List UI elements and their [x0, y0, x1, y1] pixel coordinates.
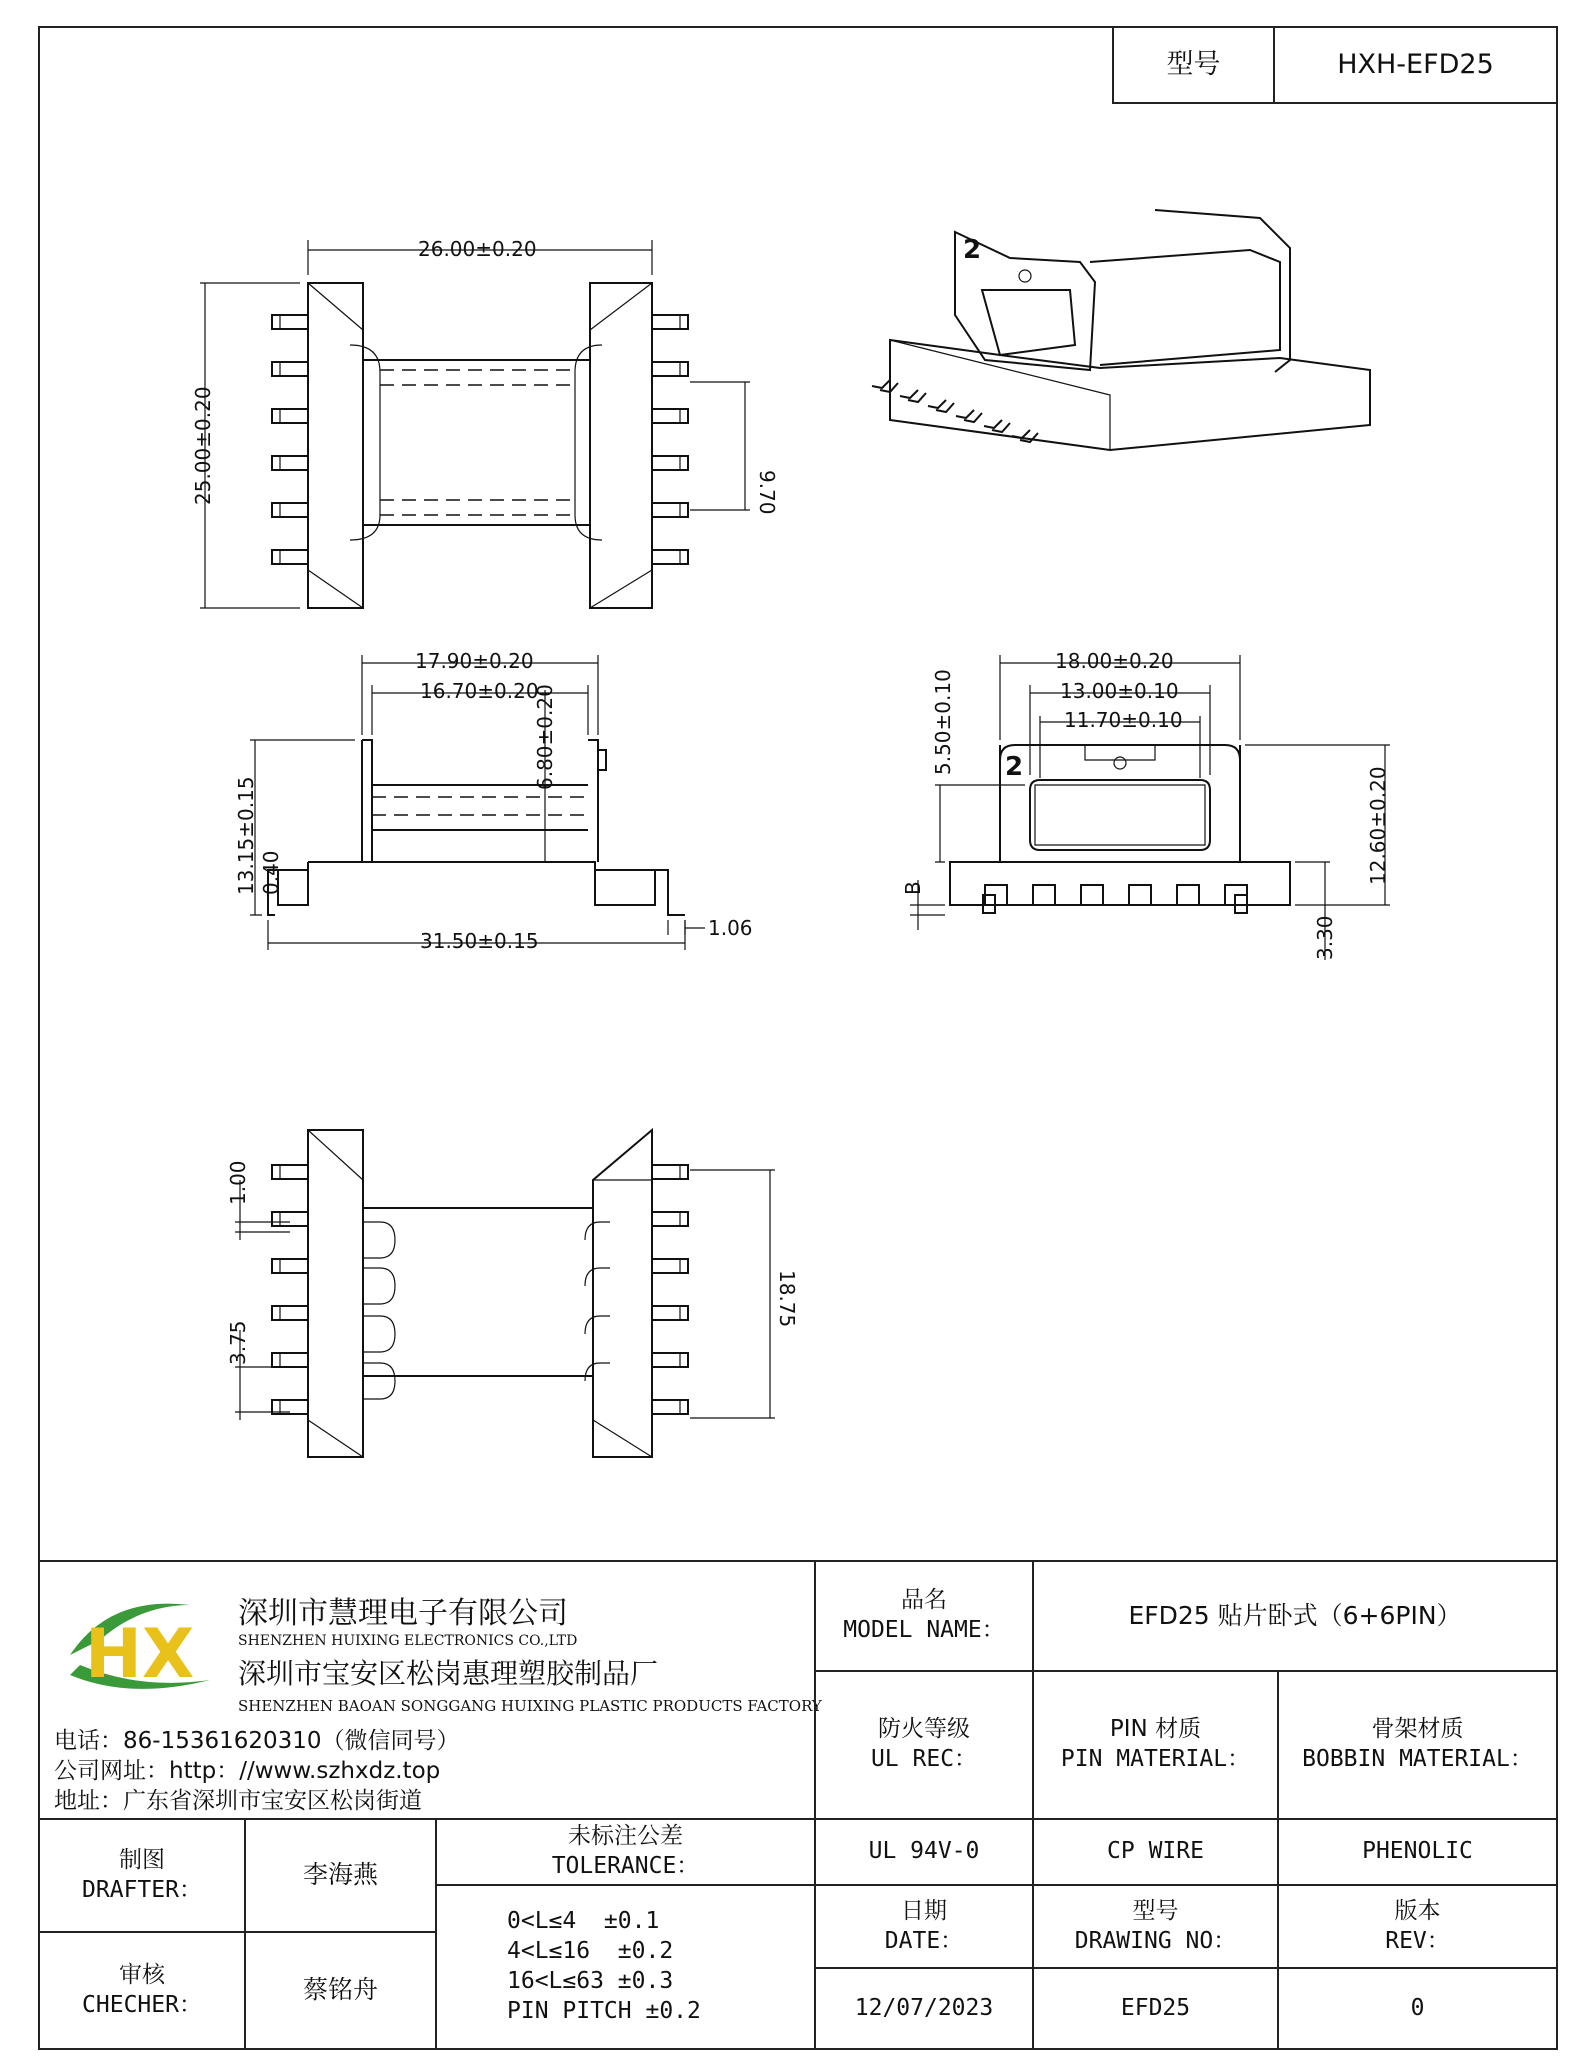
drafter-name-cell — [244, 1818, 437, 1933]
drafter-en: DRAFTER： — [82, 1876, 202, 1903]
dim-side-pin-offset: 1.06 — [708, 916, 753, 940]
dim-front-b: B — [901, 881, 925, 895]
tolerance-label-cell — [435, 1818, 816, 1886]
drawing-no-value: EFD25 — [1120, 1994, 1191, 2021]
front-pin — [1081, 885, 1103, 905]
iso-pin — [928, 400, 954, 412]
bobbin-value: PHENOLIC — [1362, 1838, 1473, 1865]
dim-front-window-height: 5.50±0.10 — [931, 669, 955, 775]
front-pin — [1129, 885, 1151, 905]
pin-pad — [652, 1400, 688, 1414]
rev-en: REV： — [1385, 1927, 1450, 1954]
date-en: DATE： — [884, 1927, 964, 1954]
pin-pad — [272, 503, 308, 517]
tolerance-values-cell — [435, 1884, 816, 2050]
ul-label-cell — [814, 1670, 1034, 1820]
tolerance-row: 16<L≤63 ±0.3 — [507, 1968, 674, 1994]
pin-label-cell — [1032, 1670, 1279, 1820]
winding-slot — [585, 1268, 610, 1286]
pin-pad — [652, 1306, 688, 1320]
dim-top-pitch-span: 9.70 — [755, 470, 779, 515]
tolerance-row: PIN PITCH ±0.2 — [507, 1997, 701, 2024]
checker-name-cell — [244, 1931, 437, 2050]
pin-pad — [272, 1259, 308, 1273]
pin-pad — [652, 456, 688, 470]
dim-side-outer: 17.90±0.20 — [415, 649, 534, 673]
dim-bottom-span: 18.75 — [775, 1270, 799, 1328]
rev-cn: 版本 — [1394, 1897, 1441, 1924]
tolerance-row: 0<L≤4 ±0.1 — [507, 1908, 660, 1935]
winding-slot — [363, 1363, 395, 1399]
dim-front-width: 18.00±0.20 — [1055, 649, 1174, 673]
model-name-en: MODEL NAME： — [843, 1617, 1005, 1643]
model-label: 型号 — [1166, 49, 1221, 81]
pin-pad — [652, 409, 688, 423]
drawing-no-value-cell — [1032, 1967, 1279, 2050]
winding-slot — [363, 1316, 395, 1352]
drawing-no-label-cell — [1032, 1884, 1279, 1969]
company-name-cn: 深圳市慧理电子有限公司 — [238, 1596, 568, 1631]
iso-pin-no: 2 — [963, 235, 982, 265]
tolerance-en: TOLERANCE： — [551, 1853, 700, 1879]
front-view — [901, 649, 1390, 960]
drafter-cn: 制图 — [119, 1846, 165, 1873]
model-name-value-cell — [1032, 1560, 1558, 1672]
pin-pad — [652, 315, 688, 329]
pin-cn: PIN 材质 — [1109, 1716, 1202, 1743]
dim-bottom-pitch: 3.75 — [226, 1320, 250, 1365]
date-label-cell — [814, 1884, 1034, 1969]
date-value-cell — [814, 1967, 1034, 2050]
dim-side-inner: 16.70±0.20 — [420, 679, 539, 703]
dim-bottom-pin-width: 1.00 — [226, 1160, 250, 1205]
pin-pad — [652, 1353, 688, 1367]
company-logo — [50, 1585, 230, 1705]
dim-top-width: 26.00±0.20 — [418, 237, 537, 261]
checker-label-cell — [38, 1931, 246, 2050]
dim-front-window: 13.00±0.10 — [1060, 679, 1179, 703]
dim-side-height: 6.80±0.20 — [533, 684, 557, 790]
company-logo-text: HX — [85, 1615, 195, 1694]
model-name-value: EFD25 贴片卧式（6+6PIN） — [1128, 1600, 1462, 1630]
isometric-view — [872, 210, 1370, 450]
iso-pin — [900, 390, 926, 402]
pin-pad — [272, 315, 308, 329]
dim-side-total-height: 13.15±0.15 — [234, 776, 258, 895]
factory-name-en: SHENZHEN BAOAN SONGGANG HUIXING PLASTIC PRODUCTS FACTORY — [238, 1697, 822, 1715]
pin-pad — [652, 1259, 688, 1273]
front-pin — [1033, 885, 1055, 905]
bobbin-value-cell — [1277, 1818, 1558, 1886]
factory-name-cn: 深圳市宝安区松岗惠理塑胶制品厂 — [238, 1657, 659, 1690]
pin-pad — [652, 503, 688, 517]
dim-side-foot: 0.40 — [259, 850, 283, 895]
pin-en: PIN MATERIAL： — [1060, 1746, 1251, 1772]
pin-pad — [272, 1165, 308, 1179]
company-address: 地址：广东省深圳市宝安区松岗街道 — [54, 1788, 422, 1814]
top-view — [191, 237, 779, 608]
pin-pad — [272, 362, 308, 376]
pin-pad — [652, 362, 688, 376]
dim-side-overall: 31.50±0.15 — [420, 929, 539, 953]
iso-pin — [984, 420, 1010, 432]
pin-pad — [272, 550, 308, 564]
front-pin — [1177, 885, 1199, 905]
winding-slot — [363, 1268, 395, 1304]
date-value: 12/07/2023 — [854, 1994, 994, 2021]
drawing-no-en: DRAWING NO： — [1074, 1927, 1237, 1954]
pin-pad — [272, 456, 308, 470]
checker-name: 蔡铭舟 — [302, 1975, 378, 2005]
pin-pad — [272, 1212, 308, 1226]
pin-pad — [652, 550, 688, 564]
checker-en: CHECHER： — [82, 1991, 202, 2018]
bobbin-label-cell — [1277, 1670, 1558, 1820]
rev-label-cell — [1277, 1884, 1558, 1969]
checker-cn: 审核 — [119, 1961, 165, 1988]
winding-slot — [363, 1222, 395, 1258]
company-website: 公司网址：http：//www.szhxdz.top — [54, 1758, 441, 1784]
winding-slot — [585, 1316, 610, 1334]
dim-front-base: 3.30 — [1313, 915, 1337, 960]
pin-pad — [652, 1165, 688, 1179]
bobbin-en: BOBBIN MATERIAL： — [1302, 1746, 1533, 1772]
iso-pin — [872, 380, 898, 392]
company-phone: 电话：86-15361620310（微信同号） — [54, 1728, 460, 1754]
company-name-en: SHENZHEN HUIXING ELECTRONICS CO.,LTD — [238, 1633, 578, 1649]
model-name-cn: 品名 — [901, 1587, 947, 1614]
model-value: HXH-EFD25 — [1337, 49, 1494, 81]
winding-slot — [585, 1222, 610, 1240]
rev-value: 0 — [1410, 1994, 1425, 2021]
dim-front-height: 12.60±0.20 — [1366, 766, 1390, 885]
bottom-view — [226, 1130, 799, 1457]
winding-slot — [585, 1363, 610, 1381]
tolerance-cn: 未标注公差 — [568, 1823, 683, 1850]
ul-cn: 防火等级 — [878, 1716, 970, 1743]
dim-top-height: 25.00±0.20 — [191, 386, 215, 505]
drafter-name: 李海燕 — [302, 1860, 378, 1890]
drafter-label-cell — [38, 1818, 246, 1933]
ul-en: UL REC： — [870, 1746, 978, 1772]
pin-value: CP WIRE — [1107, 1838, 1204, 1865]
front-pin-no: 2 — [1005, 752, 1024, 782]
pin-pad — [652, 1212, 688, 1226]
pin-pad — [272, 1353, 308, 1367]
pin-pad — [272, 409, 308, 423]
ul-value: UL 94V-0 — [868, 1838, 980, 1865]
date-cn: 日期 — [901, 1897, 947, 1924]
ul-value-cell — [814, 1818, 1034, 1886]
pin-value-cell — [1032, 1818, 1279, 1886]
model-name-label-cell — [814, 1560, 1034, 1672]
side-view — [234, 649, 753, 953]
iso-pin — [956, 410, 982, 422]
pin-pad — [272, 1306, 308, 1320]
tolerance-row: 4<L≤16 ±0.2 — [507, 1938, 674, 1965]
bobbin-cn: 骨架材质 — [1371, 1716, 1464, 1743]
rev-value-cell — [1277, 1967, 1558, 2050]
dim-front-window-inner: 11.70±0.10 — [1064, 708, 1183, 732]
drawing-no-cn: 型号 — [1132, 1897, 1179, 1924]
